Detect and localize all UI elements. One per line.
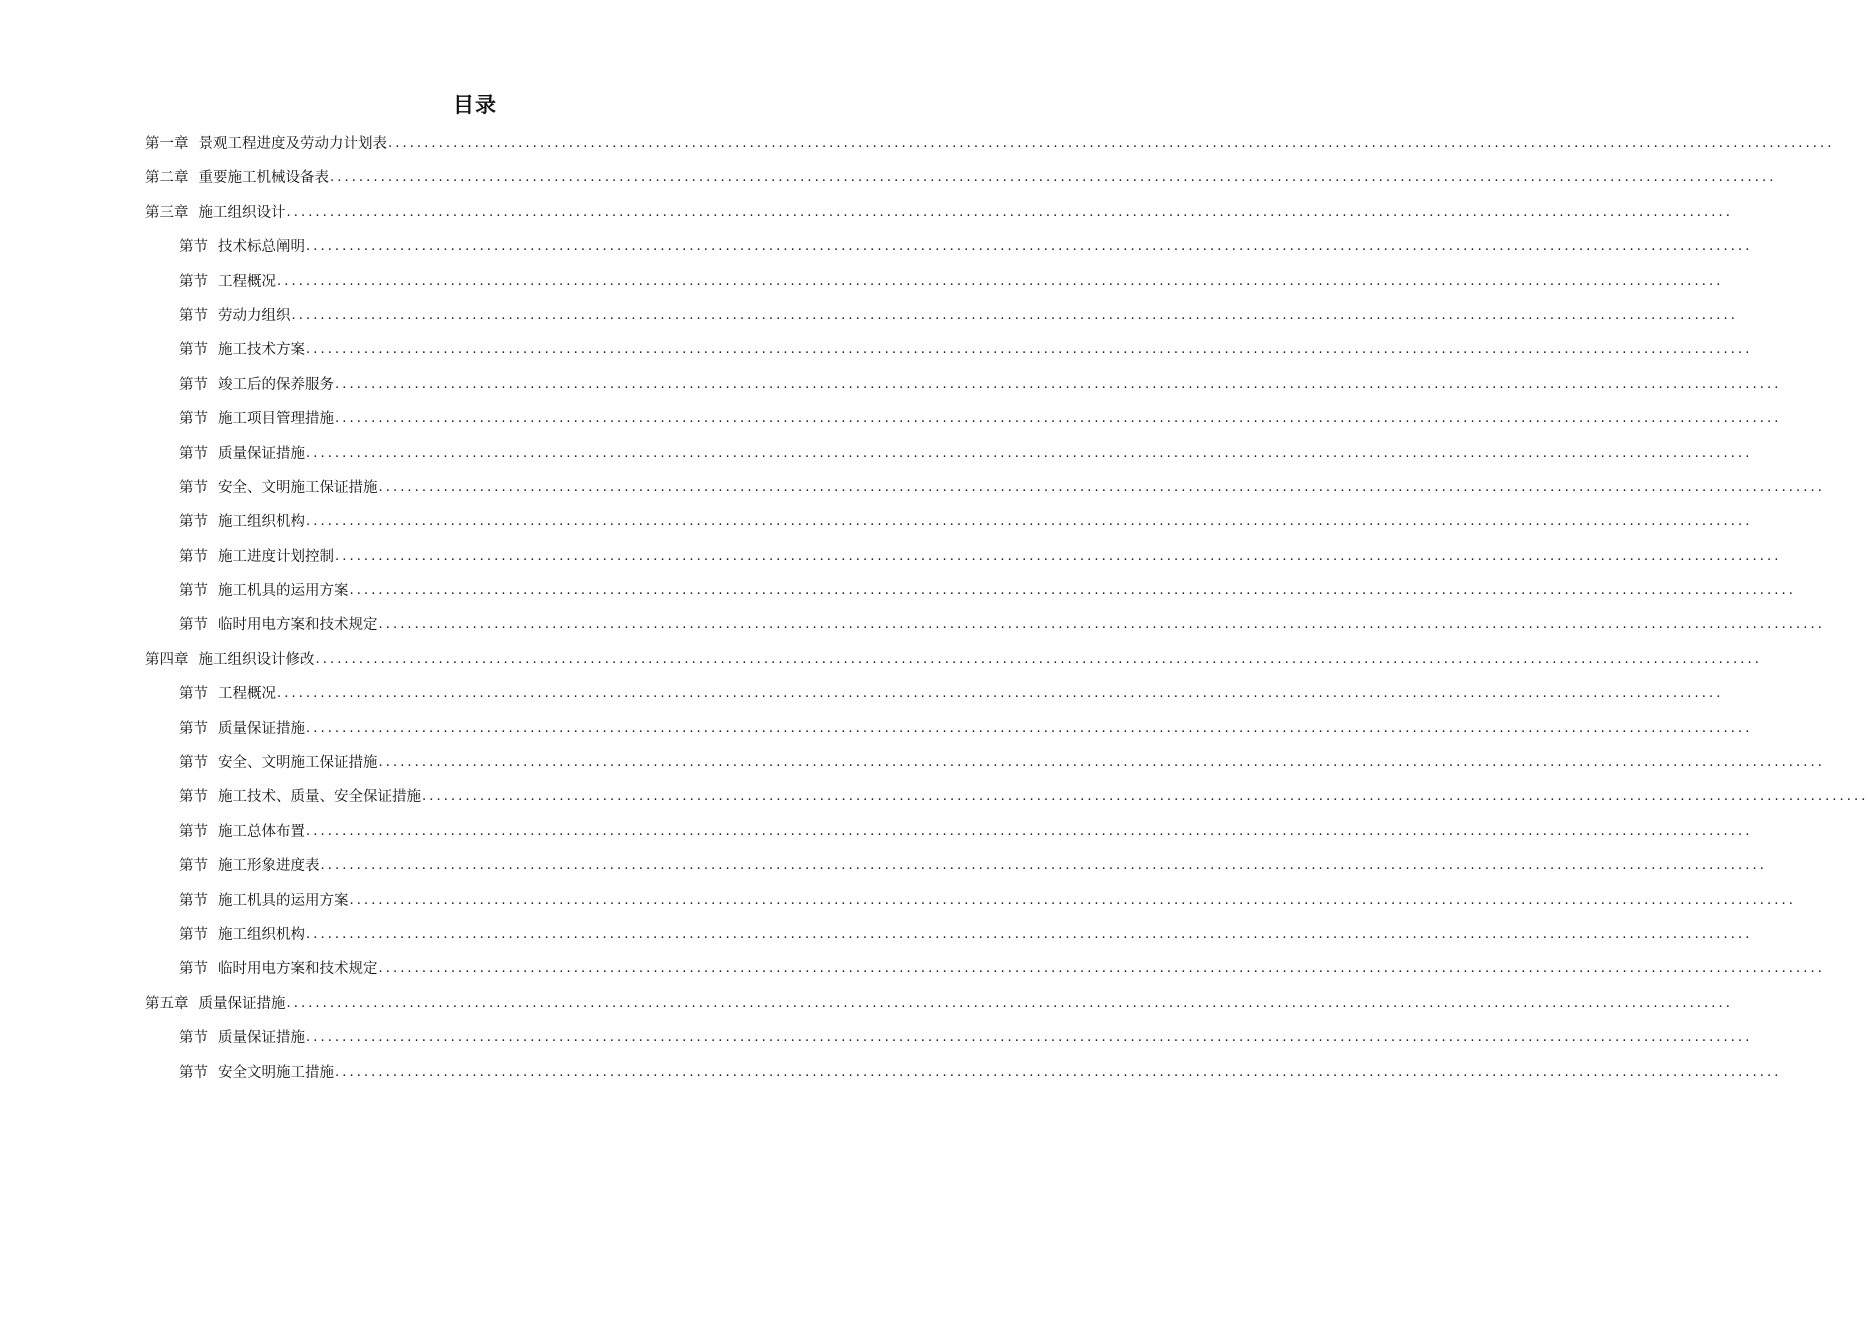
toc-entry-title: 施工进度计划控制 [218, 548, 334, 565]
toc-dot-leader: ........................................................................................................................................................................................................ [286, 995, 1733, 1011]
toc-entry-title: 安全文明施工措施 [218, 1064, 334, 1081]
table-of-contents [145, 127, 1868, 1090]
toc-section-entry[interactable] [145, 471, 1825, 505]
toc-dot-leader: ........................................................................................................................................................................................................ [306, 342, 1753, 358]
toc-entry-title: 质量保证措施 [198, 995, 286, 1012]
toc-entry-prefix: 第一章 [145, 135, 189, 152]
page-title: 目录 [453, 93, 497, 117]
toc-entry-prefix: 第节 [179, 548, 208, 565]
toc-section-entry[interactable] [145, 712, 1753, 746]
toc-section-entry[interactable] [145, 368, 1782, 402]
toc-section-entry[interactable] [145, 884, 1796, 918]
toc-section-entry[interactable] [145, 1021, 1753, 1055]
toc-dot-leader: ........................................................................................................................................................................................................ [378, 755, 1825, 771]
toc-entry-prefix: 第节 [179, 307, 208, 324]
toc-dot-leader: ........................................................................................................................................................................................................ [330, 170, 1777, 186]
toc-section-entry[interactable] [145, 815, 1753, 849]
toc-section-entry[interactable] [145, 677, 1724, 711]
toc-dot-leader: ........................................................................................................................................................................................................ [306, 239, 1753, 255]
toc-section-entry[interactable] [145, 299, 1738, 333]
toc-entry-title: 工程概况 [218, 686, 276, 703]
toc-section-entry[interactable] [145, 780, 1868, 814]
toc-section-entry[interactable] [145, 918, 1753, 952]
toc-entry-prefix: 第节 [179, 686, 208, 703]
toc-entry-prefix: 第节 [179, 479, 208, 496]
toc-section-entry[interactable] [145, 608, 1825, 642]
toc-entry-prefix: 第节 [179, 720, 208, 737]
toc-dot-leader: ........................................................................................................................................................................................................ [306, 1030, 1753, 1046]
toc-entry-title: 安全、文明施工保证措施 [218, 479, 378, 496]
toc-entry-title: 施工组织设计 [198, 204, 286, 221]
toc-chapter-entry[interactable] [145, 987, 1733, 1021]
toc-entry-title: 施工机具的运用方案 [218, 892, 349, 909]
toc-entry-prefix: 第节 [179, 342, 208, 359]
toc-entry-prefix: 第节 [179, 961, 208, 978]
toc-entry-title: 施工组织设计修改 [198, 651, 315, 668]
toc-entry-prefix: 第节 [179, 755, 208, 772]
toc-entry-title: 施工形象进度表 [218, 858, 320, 875]
toc-entry-prefix: 第节 [179, 583, 208, 600]
toc-entry-title: 质量保证措施 [218, 445, 305, 462]
toc-entry-title: 施工项目管理措施 [218, 411, 334, 428]
toc-entry-title: 质量保证措施 [218, 1030, 305, 1047]
toc-section-entry[interactable] [145, 333, 1753, 367]
toc-entry-prefix: 第节 [179, 514, 208, 531]
toc-dot-leader: ........................................................................................................................................................................................................ [335, 411, 1782, 427]
toc-dot-leader: ........................................................................................................................................................................................................ [306, 514, 1753, 530]
toc-dot-leader: ........................................................................................................................................................................................................ [335, 548, 1782, 564]
toc-entry-prefix: 第节 [179, 445, 208, 462]
toc-entry-title: 工程概况 [218, 273, 276, 290]
toc-entry-prefix: 第三章 [145, 204, 189, 221]
toc-entry-title: 重要施工机械设备表 [198, 170, 329, 187]
toc-entry-prefix: 第节 [179, 926, 208, 943]
toc-dot-leader: ........................................................................................................................................................................................................ [349, 583, 1796, 599]
toc-entry-prefix: 第节 [179, 1064, 208, 1081]
toc-dot-leader: ........................................................................................................................................................................................................ [378, 961, 1825, 977]
toc-dot-leader: ........................................................................................................................................................................................................ [306, 720, 1753, 736]
toc-section-entry[interactable] [145, 437, 1753, 471]
toc-dot-leader: ........................................................................................................................................................................................................ [349, 892, 1796, 908]
toc-section-entry[interactable] [145, 402, 1782, 436]
toc-chapter-entry[interactable] [145, 161, 1777, 195]
toc-section-entry[interactable] [145, 505, 1753, 539]
toc-entry-prefix: 第五章 [145, 995, 189, 1012]
toc-dot-leader: ........................................................................................................................................................................................................ [315, 651, 1762, 667]
toc-dot-leader: ........................................................................................................................................................................................................ [388, 135, 1835, 151]
toc-dot-leader: ........................................................................................................................................................................................................ [378, 617, 1825, 633]
toc-entry-title: 安全、文明施工保证措施 [218, 755, 378, 772]
toc-chapter-entry[interactable] [145, 196, 1733, 230]
toc-dot-leader: ........................................................................................................................................................................................................ [335, 376, 1782, 392]
toc-section-entry[interactable] [145, 265, 1724, 299]
toc-entry-prefix: 第节 [179, 858, 208, 875]
toc-entry-title: 景观工程进度及劳动力计划表 [198, 135, 387, 152]
toc-entry-prefix: 第节 [179, 892, 208, 909]
toc-section-entry[interactable] [145, 849, 1767, 883]
toc-entry-prefix: 第节 [179, 239, 208, 256]
toc-entry-prefix: 第节 [179, 823, 208, 840]
toc-entry-title: 劳动力组织 [218, 307, 291, 324]
toc-section-entry[interactable] [145, 230, 1753, 264]
toc-entry-prefix: 第二章 [145, 170, 189, 187]
toc-dot-leader: ........................................................................................................................................................................................................ [286, 204, 1733, 220]
toc-entry-title: 施工总体布置 [218, 823, 305, 840]
toc-section-entry[interactable] [145, 574, 1796, 608]
toc-entry-title: 竣工后的保养服务 [218, 376, 334, 393]
toc-section-entry[interactable] [145, 1056, 1782, 1090]
toc-entry-title: 临时用电方案和技术规定 [218, 617, 378, 634]
toc-entry-prefix: 第节 [179, 273, 208, 290]
toc-dot-leader: ........................................................................................................................................................................................................ [422, 789, 1868, 805]
toc-chapter-entry[interactable] [145, 127, 1835, 161]
toc-entry-prefix: 第节 [179, 411, 208, 428]
toc-section-entry[interactable] [145, 746, 1825, 780]
toc-entry-prefix: 第节 [179, 1030, 208, 1047]
toc-entry-prefix: 第节 [179, 617, 208, 634]
toc-entry-title: 施工机具的运用方案 [218, 583, 349, 600]
toc-dot-leader: ........................................................................................................................................................................................................ [277, 686, 1724, 702]
toc-entry-title: 施工组织机构 [218, 926, 305, 943]
toc-section-entry[interactable] [145, 952, 1825, 986]
toc-entry-title: 施工技术、质量、安全保证措施 [218, 789, 421, 806]
toc-entry-prefix: 第节 [179, 789, 208, 806]
toc-entry-title: 施工技术方案 [218, 342, 305, 359]
toc-entry-prefix: 第四章 [145, 651, 189, 668]
toc-entry-prefix: 第节 [179, 376, 208, 393]
toc-dot-leader: ........................................................................................................................................................................................................ [306, 445, 1753, 461]
toc-dot-leader: ........................................................................................................................................................................................................ [277, 273, 1724, 289]
toc-dot-leader: ........................................................................................................................................................................................................ [291, 307, 1738, 323]
toc-dot-leader: ........................................................................................................................................................................................................ [306, 823, 1753, 839]
toc-dot-leader: ........................................................................................................................................................................................................ [335, 1064, 1782, 1080]
toc-entry-title: 施工组织机构 [218, 514, 305, 531]
toc-entry-title: 质量保证措施 [218, 720, 305, 737]
toc-dot-leader: ........................................................................................................................................................................................................ [320, 858, 1767, 874]
toc-entry-title: 技术标总阐明 [218, 239, 305, 256]
toc-entry-title: 临时用电方案和技术规定 [218, 961, 378, 978]
toc-dot-leader: ........................................................................................................................................................................................................ [306, 926, 1753, 942]
toc-dot-leader: ........................................................................................................................................................................................................ [378, 479, 1825, 495]
toc-chapter-entry[interactable] [145, 643, 1762, 677]
toc-section-entry[interactable] [145, 540, 1782, 574]
